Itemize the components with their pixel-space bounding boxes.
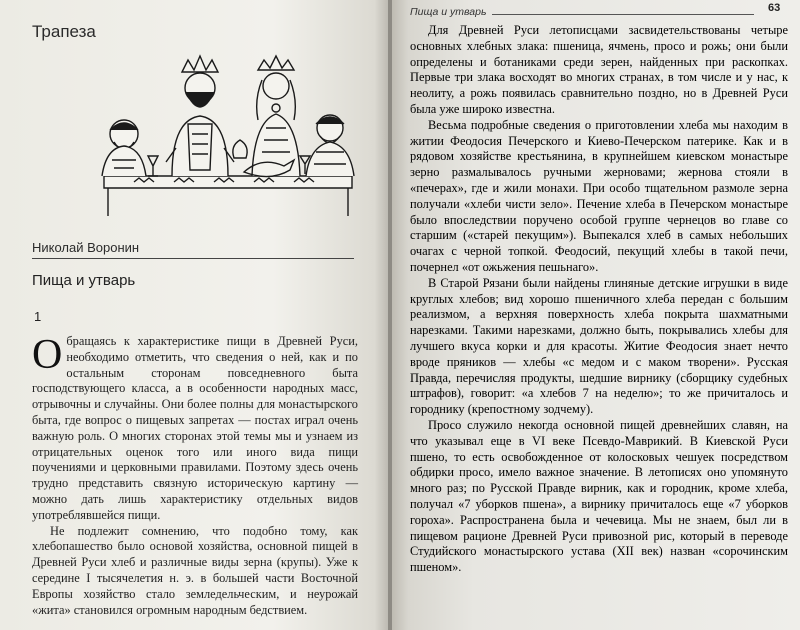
author-rule	[32, 258, 354, 259]
page-number: 63	[768, 2, 781, 14]
paragraph: Для Древней Руси летописцами засвидетельствованы четыре основных хлебных злака: пшеница, ячмень, просо и рожь; они были определены и ботаниками среди зерен, найденных при раскопках. Первые три злака восходят во многих странах, в том числе и у нас, к неолиту, а рожь появилась сравнительно поздно, но в Древней Руси была уже широко известна.	[410, 23, 788, 116]
section-title: Трапеза	[32, 22, 96, 41]
paragraph: Обращаясь к характеристике пищи в Древней Руси, необходимо отметить, что сведения о ней, как и по остальным сторонам повседневного быта господствующего класса, а в особенности народных масс, отрывочны и случайны. Они более полны для монастырского быта, где вопрос о пищевых запретах — постах играл очень важную роль. О многих сторонах этой темы мы и узнаем из отрицательных оценок того или иного вида пищи поучениями и церковными правилами. Поэтому здесь очень трудно представить связную историческую картину — можно дать лишь характеристику отдельных видов употреблявшейся пищи.	[32, 332, 358, 522]
medieval-feast-illustration	[94, 48, 362, 216]
paragraph: Просо служило некогда основной пищей древнейших славян, на что указывал еще в VI веке Псевдо-Маврикий. В Киевской Руси пшено, то есть освобожденное от колосковых чешуек посредством обдирки просо, имело важное значение. В летописях оно упомянуто много раз; по Русской Правде вирник, как и городник, кроме хлеба, получал «7 уборков пшена», а вирнику причиталось еще «7 уборков гороха». Распространена была и чечевица. Мы не знаем, был ли в пищевом рационе Древней Руси привозной рис, который в переводе Студийского монастырского устава (XII век) назван «сорочинским пшеном».	[410, 417, 788, 575]
author-name: Николай Воронин	[32, 240, 140, 255]
paragraph: Весьма подробные сведения о приготовлении хлеба мы находим в житии Феодосия Печерского и Киево-Печерском патерике. Как и в рядовом хозяйстве крестьянина, в крупнейшем киевском монастыре зерно размалывалось ручными жерновами; жернова стояли в «печерах», где и жили монахи. При особо тщательном размоле зерна получали «хлеби чисти зело». Печение хлеба в Печерском монастыре было впоследствии поручено особой группе чернецов во главе со старшим («старей пекущим»). Выпекался хлеб в самых небольших очагах с черной топкой. Феодосий, пекущий хлебы в такой печи, почернел «от ожьжения пешьнаго».	[410, 117, 788, 274]
running-head: Пища и утварь	[410, 6, 487, 18]
article-title: Пища и утварь	[32, 272, 136, 289]
paragraph: В Старой Рязани были найдены глиняные детские игрушки в виде круглых хлебов; вид хорошо пшеничного хлеба передан с большим реализмом, а верхняя поверхность хлеба покрыта шахматными нарезками. Такими нарезками, должно быть, покрывались хлебы для лучшего вкуса корки и для красоты. Житие Феодосия знает нечто вроде пряников — хлебы «с медом и с маком творени». Русская Правда, перечисляя продукты, шедшие вирнику (сборщику судебных штрафов), говорит: «а хлебов 7 на неделю»; то же причиталось и городнику (крепостному зодчему).	[410, 275, 788, 417]
right-text-column	[410, 23, 788, 576]
left-text-column	[32, 334, 358, 618]
left-page	[0, 0, 390, 630]
running-head-rule	[492, 14, 754, 15]
paragraph: Не подлежит сомнению, что подобно тому, как хлебопашество было основой хозяйства, основной пищей в Древней Руси хлеб и различные виды зерна (крупы). Уже к середине I тысячелетия н. э. в большей части Восточной Европы хозяйство стало земледельческим, и неурожай «жита» становился огромным народным бедствием.	[32, 523, 358, 617]
chapter-number: 1	[34, 309, 42, 324]
drop-cap: О	[32, 332, 63, 378]
